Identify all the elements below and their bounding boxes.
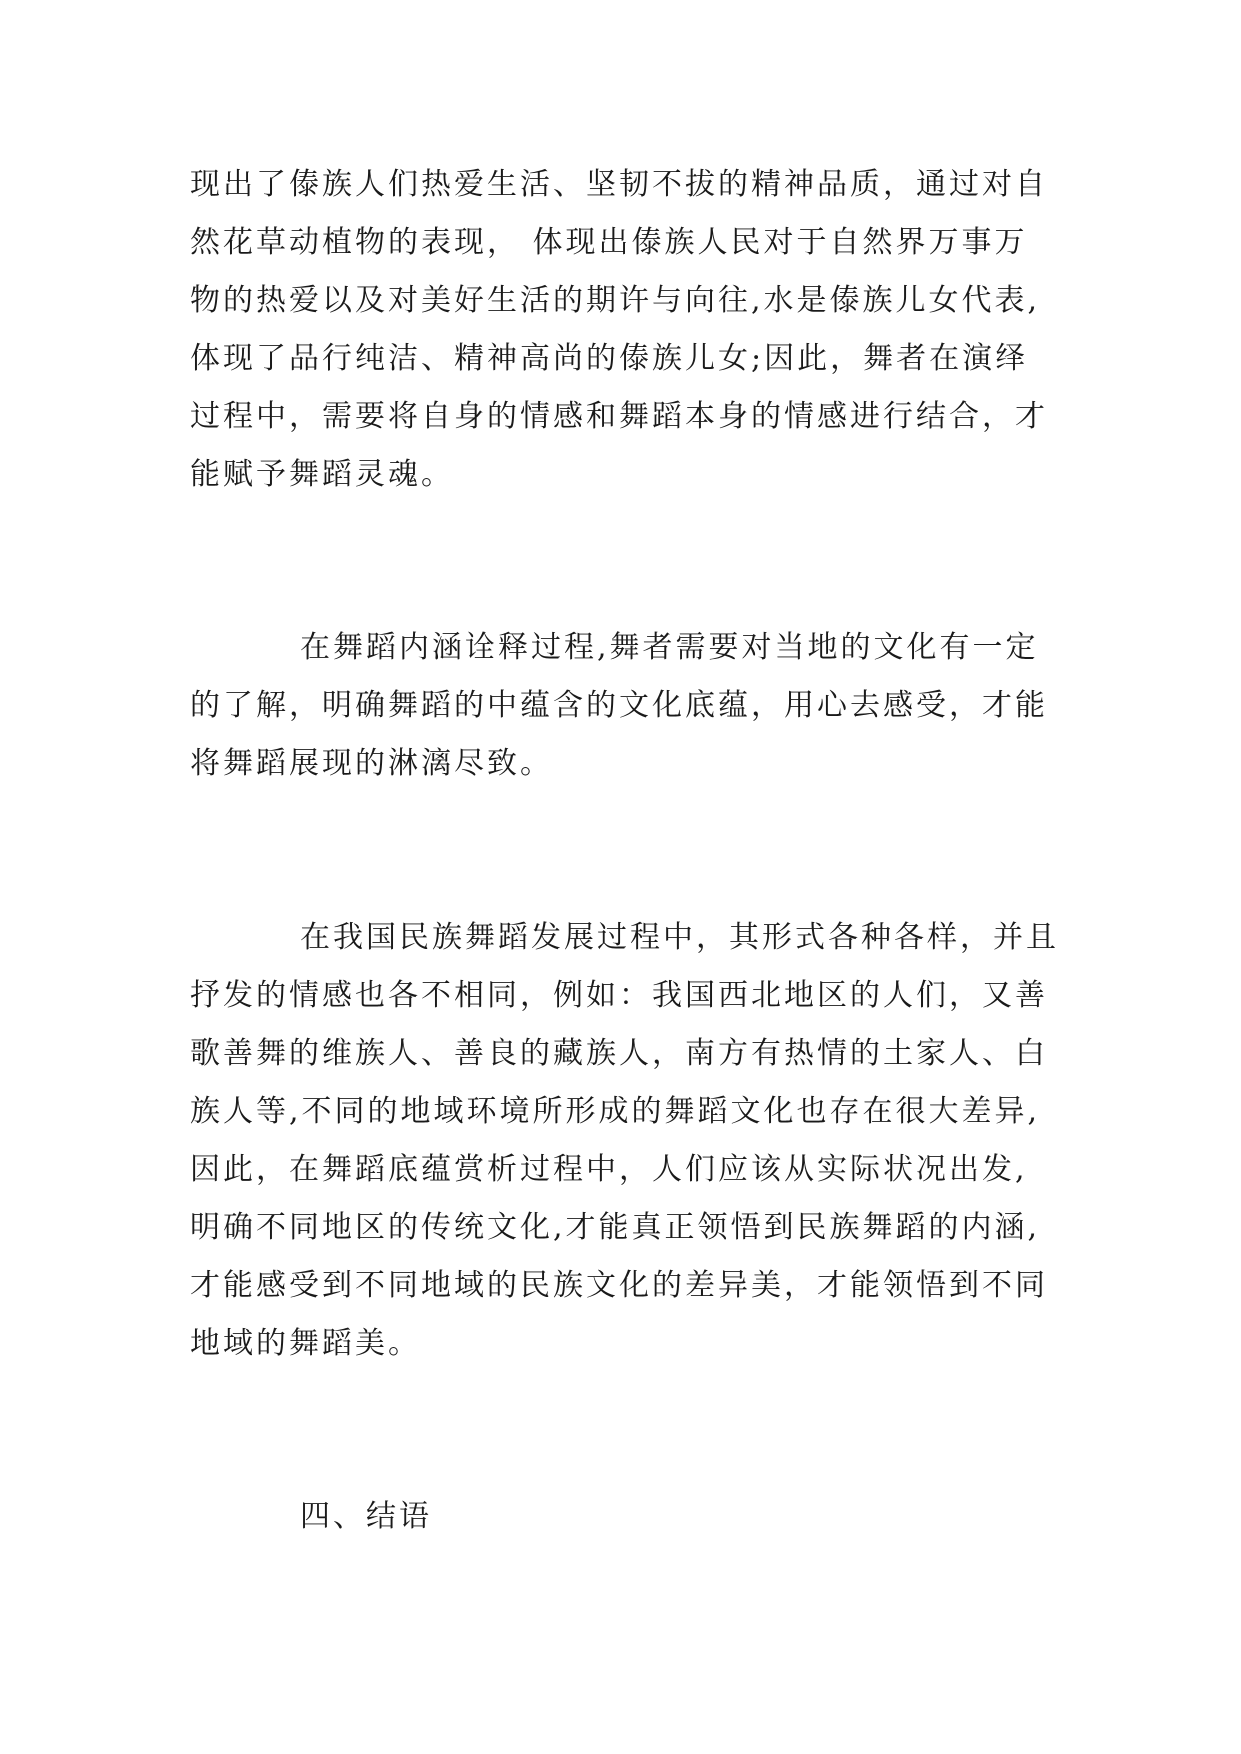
- paragraph-3-line-8: 地域的舞蹈美。: [190, 1326, 421, 1361]
- paragraph-1-line-3: 物的热爱以及对美好生活的期许与向往,水是傣族儿女代表,: [190, 283, 1041, 318]
- paragraph-1-line-1: 现出了傣族人们热爱生活、坚韧不拔的精神品质，通过对自: [190, 167, 1048, 202]
- paragraph-2-line-2: 的了解，明确舞蹈的中蕴含的文化底蕴，用心去感受，才能: [190, 688, 1048, 723]
- paragraph-1-line-5: 过程中，需要将自身的情感和舞蹈本身的情感进行结合，才: [190, 399, 1048, 434]
- paragraph-3-line-4: 族人等,不同的地域环境所形成的舞蹈文化也存在很大差异,: [190, 1094, 1041, 1129]
- paragraph-1-line-4: 体现了品行纯洁、精神高尚的傣族儿女;因此，舞者在演绎: [190, 341, 1029, 376]
- paragraph-3-line-5: 因此，在舞蹈底蕴赏析过程中，人们应该从实际状况出发,: [190, 1152, 1028, 1187]
- paragraph-1-line-2: 然花草动植物的表现， 体现出傣族人民对于自然界万事万: [190, 225, 1028, 260]
- paragraph-2-line-1: 在舞蹈内涵诠释过程,舞者需要对当地的文化有一定: [300, 630, 1039, 665]
- paragraph-1-line-6: 能赋予舞蹈灵魂。: [190, 457, 454, 492]
- section-heading: 四、结语: [300, 1499, 432, 1534]
- paragraph-3-line-1: 在我国民族舞蹈发展过程中，其形式各种各样，并且: [300, 920, 1059, 955]
- paragraph-3-line-3: 歌善舞的维族人、善良的藏族人，南方有热情的土家人、白: [190, 1036, 1048, 1071]
- paragraph-2-line-3: 将舞蹈展现的淋漓尽致。: [190, 746, 553, 781]
- paragraph-3-line-6: 明确不同地区的传统文化,才能真正领悟到民族舞蹈的内涵,: [190, 1210, 1041, 1245]
- paragraph-3-line-7: 才能感受到不同地域的民族文化的差异美，才能领悟到不同: [190, 1268, 1048, 1303]
- paragraph-3-line-2: 抒发的情感也各不相同，例如：我国西北地区的人们，又善: [190, 978, 1048, 1013]
